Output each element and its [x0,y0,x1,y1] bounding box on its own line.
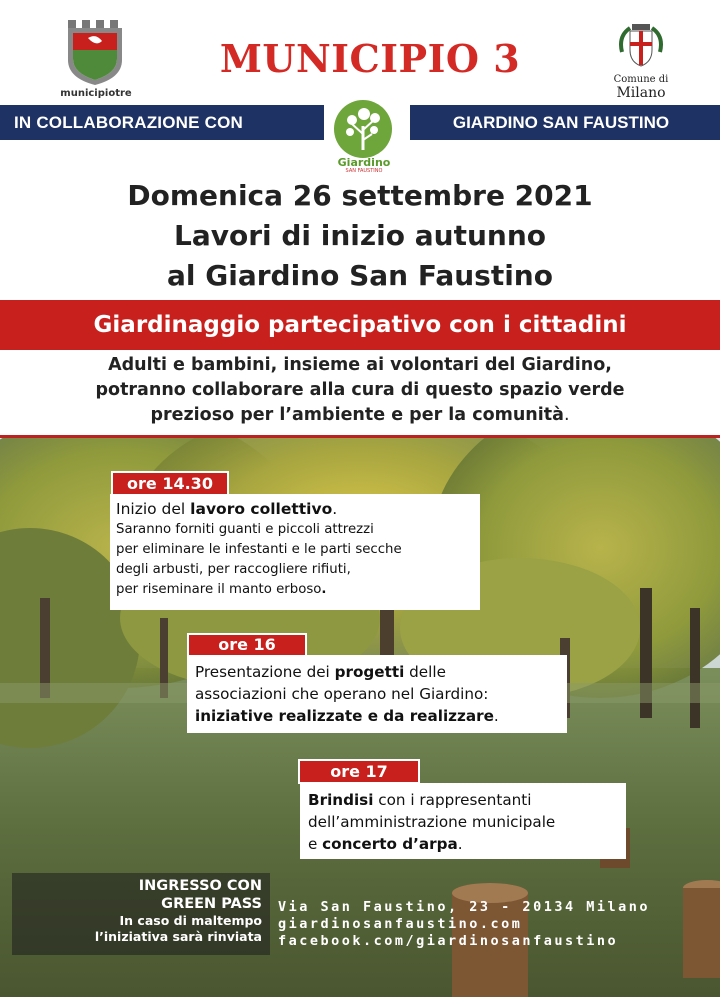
entry-info-box [12,873,270,955]
event-card-1430 [110,494,480,610]
event-card-16 [187,655,567,733]
event-3-line-1 [308,789,618,811]
headline-line-2: Lavori di inizio autunno [173,219,547,252]
event-1-line: degli arbusti, per raccogliere rifiuti, [116,562,351,577]
banner-title: Giardinaggio partecipativo con i cittadini [0,300,720,350]
milano-text: Milano [616,85,666,101]
website-link[interactable]: giardinosanfaustino.com [278,916,523,932]
event-card-17 [300,783,626,859]
event-3-text: con i rappresentanti [373,791,532,809]
header [0,0,720,105]
headline-date: Domenica 26 settembre 2021 [127,179,593,212]
milano-crest-icon [616,22,666,70]
intro-line-3 [0,403,720,428]
event-3-line-2: dell’amministrazione municipale [308,813,556,831]
time-tag-17: ore 17 [298,759,420,784]
headline [0,176,720,296]
event-2-text: Presentazione dei [195,663,335,681]
event-2-text: . [493,707,499,725]
time-tag-16: ore 16 [187,633,307,657]
intro-line-3-text: prezioso per l’ambiente e per la comunità [150,405,564,425]
giardino-logo-text: Giardino [337,156,391,169]
page-title: MUNICIPIO 3 [219,36,521,81]
partner-name: GIARDINO SAN FAUSTINO [452,113,670,132]
event-2-line-2: associazioni che operano nel Giardino: [195,685,489,703]
event-1-last-line: per riseminare il manto erboso [116,582,322,597]
event-1-heading-plain: Inizio del [116,500,191,518]
headline-line-3: al Giardino San Faustino [167,259,553,292]
entry-line-2: GREEN PASS [161,896,262,912]
collaboration-label: IN COLLABORAZIONE CON [14,113,243,132]
municipio-logo-text: municipiotre [60,88,132,99]
event-2-line-1 [195,661,559,683]
time-tag-1430: ore 14.30 [111,471,229,496]
municipio-tre-logo [58,20,134,100]
event-1-line: per eliminare le infestanti e le parti secche [116,542,402,557]
tree-icon-svg [334,100,392,158]
event-3-text: . [457,835,463,853]
comune-milano-logo [608,22,674,102]
event-2-text: delle [404,663,446,681]
entry-line-3: In caso di maltempo [119,913,262,928]
event-1-heading-bold: lavoro collettivo [190,500,333,518]
tree-icon [334,100,392,158]
event-3-bold: concerto d’arpa [322,835,458,853]
giardino-logo-subtext: SAN FAUSTINO [345,168,383,174]
entry-line-4: l’iniziativa sarà rinviata [94,929,262,944]
intro-line-1: Adulti e bambini, insieme ai volontari del Giardino, [108,355,612,375]
address: Via San Faustino, 23 - 20134 Milano [278,899,650,915]
event-3-bold: Brindisi [308,791,374,809]
comune-di-text: Comune di [613,74,669,85]
event-3-text: e [308,835,323,853]
event-1-heading-end: . [332,500,338,518]
intro-line-3-period: . [563,405,570,425]
event-1-last-period: . [321,582,327,597]
event-2-bold: progetti [334,663,405,681]
entry-line-1: INGRESSO CON [138,878,262,894]
intro-text [0,353,720,428]
municipio-shield-icon [64,20,126,86]
event-1-line: Saranno forniti guanti e piccoli attrezzi [116,522,374,537]
contacts [278,899,718,950]
intro-line-2: potranno collaborare alla cura di questo spazio verde [95,380,625,400]
event-1-heading [116,498,474,520]
facebook-link[interactable]: facebook.com/giardinosanfaustino [278,933,619,949]
event-2-bold: iniziative realizzate e da realizzare [195,707,494,725]
event-1-line [116,580,474,600]
event-2-line-3 [195,705,559,727]
giardino-logo [324,96,410,176]
event-3-line-3 [308,833,618,855]
